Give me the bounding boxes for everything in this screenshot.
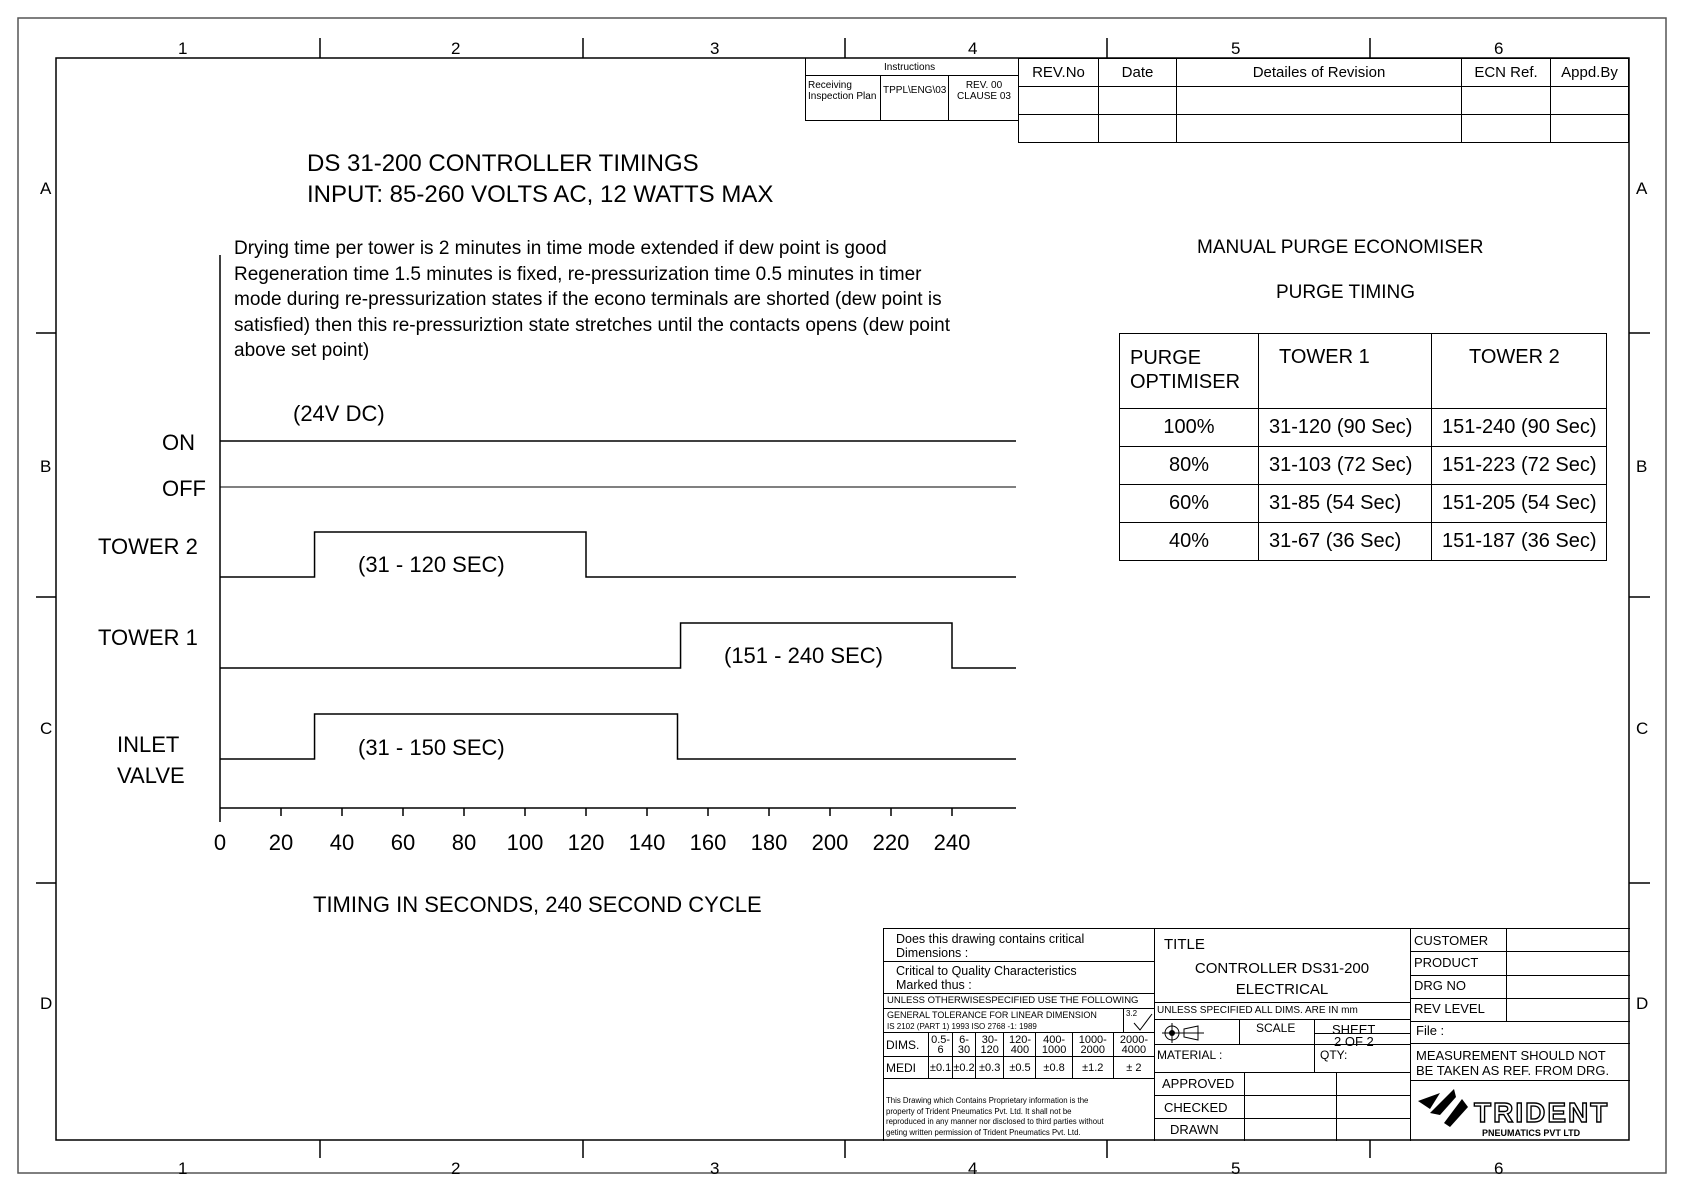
rev-level-label: REV LEVEL bbox=[1414, 1001, 1485, 1016]
tolerance-standard: IS 2102 (PART 1) 1993 ISO 2768 -1: 1989 bbox=[887, 1022, 1037, 1031]
medi-value: ±0.5 bbox=[1004, 1057, 1036, 1079]
description-line: satisfied) then this re-pressuriztion state stretches until the contacts opens (dew point bbox=[234, 314, 951, 336]
inlet-valve-waveform bbox=[220, 714, 1016, 759]
medi-value: ±1.2 bbox=[1072, 1057, 1113, 1079]
x-tick-label: 60 bbox=[390, 830, 416, 855]
border-col-5: 5 bbox=[1231, 39, 1241, 58]
dims-range: 0.5-6 bbox=[929, 1033, 953, 1057]
product-label: PRODUCT bbox=[1414, 955, 1479, 970]
purge-tower2-value: 151-187 (36 Sec) bbox=[1432, 523, 1607, 561]
title-block-left bbox=[884, 929, 1155, 1141]
x-tick-label: 220 bbox=[872, 830, 910, 855]
qty-label: QTY: bbox=[1320, 1048, 1348, 1062]
purge-col-optimiser bbox=[1120, 334, 1259, 409]
projection-symbol-icon bbox=[1162, 1021, 1206, 1045]
approved-label: APPROVED bbox=[1162, 1076, 1235, 1091]
general-tolerance: GENERAL TOLERANCE FOR LINEAR DIMENSION bbox=[887, 1010, 1097, 1020]
proprietary-note bbox=[886, 1096, 1104, 1138]
medi-label: MEDI bbox=[884, 1057, 929, 1079]
dims-range: 120-400 bbox=[1004, 1033, 1036, 1057]
description-line: Regeneration time 1.5 minutes is fixed, re-pressurization time 0.5 minutes in timer bbox=[234, 263, 922, 285]
ecn-header: ECN Ref. bbox=[1462, 59, 1551, 87]
surface-finish bbox=[1123, 1008, 1155, 1032]
description-line: mode during re-pressurization states if the econo terminals are shorted (dew point is bbox=[234, 289, 942, 310]
purge-tower1-value: 31-67 (36 Sec) bbox=[1259, 523, 1432, 561]
border-row-b: B bbox=[40, 457, 52, 476]
ctq-line1: Critical to Quality Characteristics bbox=[896, 964, 1077, 978]
proprietary-line: property of Trident Pneumatics Pvt. Ltd. It shall not be bbox=[886, 1106, 1072, 1116]
border-row-b-right: B bbox=[1636, 457, 1648, 476]
tower1-waveform bbox=[220, 623, 1016, 668]
medi-value: ± 2 bbox=[1113, 1057, 1154, 1079]
purge-row bbox=[1120, 447, 1607, 485]
on-label: ON bbox=[162, 430, 195, 455]
customer-label: CUSTOMER bbox=[1414, 933, 1489, 948]
purge-col-tower2: TOWER 2 bbox=[1432, 334, 1607, 409]
sheet-value: 2 OF 2 bbox=[1334, 1034, 1374, 1049]
purge-tower2-value: 151-240 (90 Sec) bbox=[1432, 409, 1607, 447]
purge-percent: 100% bbox=[1120, 409, 1259, 447]
critical-line1: Does this drawing contains critical bbox=[896, 932, 1085, 946]
details-header: Detailes of Revision bbox=[1177, 59, 1462, 87]
medi-value: ±0.2 bbox=[953, 1057, 976, 1079]
supply-label: (24V DC) bbox=[293, 401, 385, 426]
border-col-2-bottom: 2 bbox=[451, 1159, 461, 1178]
proprietary-line: reproduced in any manner nor disclosed to third parties without bbox=[886, 1117, 1104, 1126]
axis-title: TIMING IN SECONDS, 240 SECOND CYCLE bbox=[313, 892, 762, 917]
input-spec: INPUT: 85-260 VOLTS AC, 12 WATTS MAX bbox=[307, 181, 774, 208]
inlet-label-2: VALVE bbox=[117, 763, 185, 788]
description-line: Drying time per tower is 2 minutes in time mode extended if dew point is good bbox=[234, 238, 887, 259]
border-col-6: 6 bbox=[1494, 39, 1504, 58]
tower2-waveform bbox=[220, 532, 1016, 577]
tower1-label: TOWER 1 bbox=[98, 625, 198, 650]
instructions-doc: TPPL\ENG\03 bbox=[883, 85, 947, 96]
inlet-range: (31 - 150 SEC) bbox=[358, 735, 505, 760]
dims-range: 2000-4000 bbox=[1113, 1033, 1154, 1057]
x-tick-label: 240 bbox=[933, 830, 971, 855]
purge-table bbox=[1119, 333, 1607, 561]
instructions-plan: Receiving Inspection Plan bbox=[808, 80, 877, 102]
purge-percent: 60% bbox=[1120, 485, 1259, 523]
purge-col-optimiser-line2: OPTIMISER bbox=[1130, 371, 1241, 393]
instructions-header: Instructions bbox=[884, 62, 936, 73]
medi-value: ±0.8 bbox=[1036, 1057, 1072, 1079]
drawing-title-2: ELECTRICAL bbox=[1235, 981, 1329, 998]
purge-tower1-value: 31-103 (72 Sec) bbox=[1259, 447, 1432, 485]
border-col-5-bottom: 5 bbox=[1231, 1159, 1241, 1178]
scale-label: SCALE bbox=[1256, 1021, 1296, 1035]
date-header: Date bbox=[1099, 59, 1177, 87]
medi-value: ±0.1 bbox=[929, 1057, 953, 1079]
x-tick-label: 40 bbox=[329, 830, 355, 855]
purge-row bbox=[1120, 409, 1607, 447]
proprietary-line: geting written permission of Trident Pneumatics Pvt. Ltd. bbox=[886, 1127, 1081, 1137]
critical-line2: Dimensions : bbox=[896, 946, 969, 960]
drg-no-label: DRG NO bbox=[1414, 978, 1466, 993]
checked-label: CHECKED bbox=[1164, 1100, 1228, 1115]
drawing-heading: DS 31-200 CONTROLLER TIMINGS bbox=[307, 150, 699, 177]
purge-tower2-value: 151-205 (54 Sec) bbox=[1432, 485, 1607, 523]
x-tick-label: 180 bbox=[750, 830, 788, 855]
logo-subtitle: PNEUMATICS PVT LTD bbox=[1482, 1128, 1581, 1138]
medi-value: ±0.3 bbox=[975, 1057, 1004, 1079]
title-label: TITLE bbox=[1164, 936, 1205, 953]
trident-logo bbox=[1416, 1085, 1626, 1139]
purge-percent: 80% bbox=[1120, 447, 1259, 485]
border-row-a: A bbox=[40, 179, 52, 198]
drawn-label: DRAWN bbox=[1170, 1122, 1219, 1137]
dims-range: 6-30 bbox=[953, 1033, 976, 1057]
x-tick-label: 200 bbox=[811, 830, 849, 855]
purge-title: MANUAL PURGE ECONOMISER bbox=[1197, 237, 1484, 258]
measurement-note-2: BE TAKEN AS REF. FROM DRG. bbox=[1416, 1063, 1610, 1078]
purge-percent: 40% bbox=[1120, 523, 1259, 561]
purge-tower1-value: 31-85 (54 Sec) bbox=[1259, 485, 1432, 523]
dims-range: 30-120 bbox=[975, 1033, 1004, 1057]
title-block-right bbox=[1410, 929, 1630, 1141]
title-block-middle bbox=[1154, 929, 1411, 1141]
title-block bbox=[883, 928, 1630, 1141]
tower2-label: TOWER 2 bbox=[98, 534, 198, 559]
dims-range: 400-1000 bbox=[1036, 1033, 1072, 1057]
border-col-3: 3 bbox=[710, 39, 720, 58]
border-col-6-bottom: 6 bbox=[1494, 1159, 1504, 1178]
drawing-title-1: CONTROLLER DS31-200 bbox=[1194, 960, 1370, 977]
purge-tower1-value: 31-120 (90 Sec) bbox=[1259, 409, 1432, 447]
purge-row bbox=[1120, 523, 1607, 561]
border-col-1-bottom: 1 bbox=[178, 1159, 188, 1178]
purge-col-tower1: TOWER 1 bbox=[1259, 334, 1432, 409]
description-line: above set point) bbox=[234, 340, 370, 361]
appd-header: Appd.By bbox=[1551, 59, 1629, 87]
dims-label: DIMS. bbox=[884, 1033, 929, 1057]
off-label: OFF bbox=[162, 476, 206, 501]
x-tick-label: 0 bbox=[213, 830, 227, 855]
border-col-4-bottom: 4 bbox=[968, 1159, 978, 1178]
border-row-a-right: A bbox=[1636, 179, 1648, 198]
x-tick-label: 100 bbox=[506, 830, 544, 855]
x-tick-label: 20 bbox=[268, 830, 294, 855]
file-label: File : bbox=[1416, 1023, 1445, 1038]
purge-row bbox=[1120, 485, 1607, 523]
dims-unit-note: UNLESS SPECIFIED ALL DIMS. ARE IN mm bbox=[1157, 1005, 1358, 1016]
surface-finish-value: 3.2 bbox=[1126, 1009, 1138, 1018]
x-tick-label: 80 bbox=[451, 830, 477, 855]
rev-no-header: REV.No bbox=[1019, 59, 1099, 87]
material-label: MATERIAL : bbox=[1157, 1048, 1223, 1062]
border-col-3-bottom: 3 bbox=[710, 1159, 720, 1178]
border-row-c: C bbox=[40, 719, 53, 738]
unless-note: UNLESS OTHERWISESPECIFIED USE THE FOLLOWING bbox=[887, 995, 1139, 1006]
purge-col-optimiser-line1: PURGE bbox=[1130, 347, 1202, 369]
tower1-range: (151 - 240 SEC) bbox=[724, 643, 883, 668]
border-col-2: 2 bbox=[451, 39, 461, 58]
x-tick-label: 140 bbox=[628, 830, 666, 855]
dims-range: 1000-2000 bbox=[1072, 1033, 1113, 1057]
x-tick-label: 160 bbox=[689, 830, 727, 855]
x-tick-label: 120 bbox=[567, 830, 605, 855]
purge-subtitle: PURGE TIMING bbox=[1276, 282, 1415, 303]
sheet-label: SHEET bbox=[1332, 1022, 1376, 1037]
instructions-rev: REV. 00 CLAUSE 03 bbox=[957, 80, 1011, 102]
logo-name: TRIDENT bbox=[1474, 1097, 1610, 1128]
border-col-4: 4 bbox=[968, 39, 978, 58]
border-row-c-right: C bbox=[1636, 719, 1649, 738]
ctq-line2: Marked thus : bbox=[896, 978, 972, 992]
tolerance-table bbox=[884, 1032, 1154, 1079]
purge-tower2-value: 151-223 (72 Sec) bbox=[1432, 447, 1607, 485]
tower2-range: (31 - 120 SEC) bbox=[358, 552, 505, 577]
inlet-label-1: INLET bbox=[117, 732, 180, 757]
measurement-note-1: MEASUREMENT SHOULD NOT bbox=[1416, 1048, 1606, 1063]
proprietary-line: This Drawing which Contains Proprietary information is the bbox=[886, 1096, 1089, 1105]
border-row-d: D bbox=[40, 994, 53, 1013]
surface-finish-icon bbox=[1132, 1013, 1154, 1032]
border-row-d-right: D bbox=[1636, 994, 1649, 1013]
border-col-1: 1 bbox=[178, 39, 188, 58]
